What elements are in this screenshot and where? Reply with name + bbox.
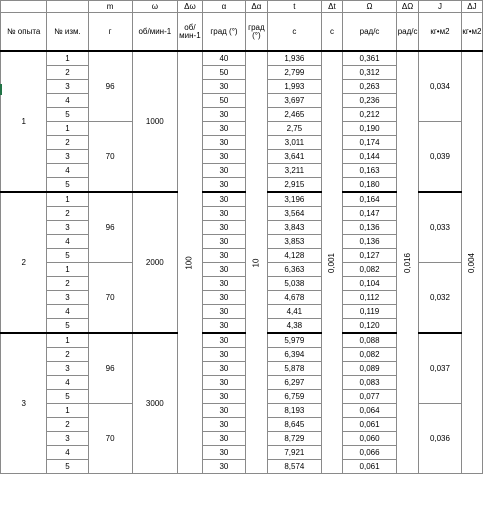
measurement-number-cell: 4	[47, 235, 88, 249]
Omega-cell: 0,127	[342, 249, 396, 263]
d-t-cell	[321, 51, 342, 474]
mass-cell: 96	[88, 333, 132, 404]
time-cell: 5,038	[267, 277, 321, 291]
Omega-cell: 0,163	[342, 164, 396, 178]
header-d-Omega: ΔΩ	[397, 1, 419, 13]
J-cell: 0,033	[419, 192, 462, 263]
alpha-cell: 30	[202, 150, 245, 164]
alpha-cell: 30	[202, 319, 245, 334]
alpha-cell: 30	[202, 460, 245, 474]
alpha-cell: 30	[202, 376, 245, 390]
Omega-cell: 0,174	[342, 136, 396, 150]
alpha-cell: 30	[202, 305, 245, 319]
time-cell: 3,697	[267, 94, 321, 108]
alpha-cell: 50	[202, 94, 245, 108]
measurement-number-cell: 2	[47, 418, 88, 432]
header-J: J	[419, 1, 462, 13]
Omega-cell: 0,061	[342, 418, 396, 432]
omega-cell: 1000	[132, 51, 177, 192]
alpha-cell: 30	[202, 249, 245, 263]
alpha-cell: 30	[202, 207, 245, 221]
Omega-cell: 0,112	[342, 291, 396, 305]
time-cell: 5,979	[267, 333, 321, 348]
Omega-cell: 0,060	[342, 432, 396, 446]
header-measurement-no: № изм.	[47, 13, 88, 52]
mass-cell: 70	[88, 122, 132, 193]
time-cell: 6,363	[267, 263, 321, 277]
header-d-t-unit: с	[321, 13, 342, 52]
header-d-omega-unit: об/мин-1	[178, 13, 203, 52]
J-cell: 0,036	[419, 404, 462, 474]
measurement-number-cell: 5	[47, 319, 88, 334]
J-cell: 0,034	[419, 51, 462, 122]
omega-cell: 2000	[132, 192, 177, 333]
time-cell: 3,211	[267, 164, 321, 178]
alpha-cell: 30	[202, 432, 245, 446]
header-alpha: α	[202, 1, 245, 13]
header-cell-empty-2	[47, 1, 88, 13]
measurement-number-cell: 2	[47, 277, 88, 291]
time-cell: 3,564	[267, 207, 321, 221]
J-cell: 0,039	[419, 122, 462, 193]
measurement-number-cell: 2	[47, 136, 88, 150]
time-cell: 6,297	[267, 376, 321, 390]
alpha-cell: 30	[202, 164, 245, 178]
measurement-number-cell: 1	[47, 51, 88, 66]
measurement-number-cell: 2	[47, 207, 88, 221]
alpha-cell: 30	[202, 348, 245, 362]
measurement-number-cell: 3	[47, 291, 88, 305]
omega-cell: 3000	[132, 333, 177, 474]
Omega-cell: 0,136	[342, 221, 396, 235]
measurement-number-cell: 3	[47, 150, 88, 164]
alpha-cell: 30	[202, 277, 245, 291]
mass-cell: 70	[88, 404, 132, 474]
Omega-cell: 0,089	[342, 362, 396, 376]
measurement-number-cell: 2	[47, 66, 88, 80]
header-Omega-unit: рад/с	[342, 13, 396, 52]
Omega-cell: 0,082	[342, 263, 396, 277]
Omega-cell: 0,312	[342, 66, 396, 80]
alpha-cell: 30	[202, 178, 245, 193]
measurement-number-cell: 5	[47, 108, 88, 122]
header-Omega: Ω	[342, 1, 396, 13]
time-cell: 3,196	[267, 192, 321, 207]
measurement-number-cell: 1	[47, 263, 88, 277]
time-cell: 5,878	[267, 362, 321, 376]
Omega-cell: 0,064	[342, 404, 396, 418]
Omega-cell: 0,190	[342, 122, 396, 136]
d-t-cell-text: 0,001	[326, 252, 336, 273]
measurement-number-cell: 4	[47, 376, 88, 390]
alpha-cell: 30	[202, 390, 245, 404]
time-cell: 4,41	[267, 305, 321, 319]
measurement-number-cell: 1	[47, 122, 88, 136]
header-omega-unit: об/мин-1	[132, 13, 177, 52]
time-cell: 7,921	[267, 446, 321, 460]
mass-cell: 70	[88, 263, 132, 334]
measurement-number-cell: 1	[47, 192, 88, 207]
time-cell: 1,993	[267, 80, 321, 94]
alpha-cell: 30	[202, 136, 245, 150]
alpha-cell: 30	[202, 122, 245, 136]
time-cell: 8,193	[267, 404, 321, 418]
measurement-number-cell: 4	[47, 164, 88, 178]
time-cell: 2,799	[267, 66, 321, 80]
alpha-cell: 30	[202, 362, 245, 376]
Omega-cell: 0,104	[342, 277, 396, 291]
alpha-cell: 30	[202, 192, 245, 207]
Omega-cell: 0,136	[342, 235, 396, 249]
time-cell: 2,465	[267, 108, 321, 122]
time-cell: 2,915	[267, 178, 321, 193]
time-cell: 1,936	[267, 51, 321, 66]
header-d-J-unit: кг•м2	[461, 13, 482, 52]
measurement-number-cell: 5	[47, 249, 88, 263]
time-cell: 6,759	[267, 390, 321, 404]
alpha-cell: 30	[202, 221, 245, 235]
d-omega-cell	[178, 51, 203, 474]
time-cell: 6,394	[267, 348, 321, 362]
time-cell: 3,641	[267, 150, 321, 164]
Omega-cell: 0,061	[342, 460, 396, 474]
Omega-cell: 0,088	[342, 333, 396, 348]
header-omega: ω	[132, 1, 177, 13]
d-alpha-cell-text: 10	[251, 258, 261, 267]
time-cell: 8,574	[267, 460, 321, 474]
measurement-number-cell: 3	[47, 432, 88, 446]
J-cell: 0,032	[419, 263, 462, 334]
time-cell: 3,843	[267, 221, 321, 235]
experiment-number-cell: 3	[1, 333, 47, 474]
Omega-cell: 0,119	[342, 305, 396, 319]
header-experiment-no: № опыта	[1, 13, 47, 52]
row-selection-marker	[0, 84, 2, 95]
experiment-number-cell: 1	[1, 51, 47, 192]
alpha-cell: 30	[202, 80, 245, 94]
header-m: m	[88, 1, 132, 13]
alpha-cell: 30	[202, 333, 245, 348]
header-d-J: ΔJ	[461, 1, 482, 13]
time-cell: 4,678	[267, 291, 321, 305]
measurement-number-cell: 3	[47, 362, 88, 376]
Omega-cell: 0,066	[342, 446, 396, 460]
header-t-unit: с	[267, 13, 321, 52]
time-cell: 2,75	[267, 122, 321, 136]
Omega-cell: 0,120	[342, 319, 396, 334]
alpha-cell: 30	[202, 418, 245, 432]
header-alpha-unit: град (°)	[202, 13, 245, 52]
mass-cell: 96	[88, 51, 132, 122]
header-row-1	[1, 1, 483, 13]
measurement-number-cell: 4	[47, 94, 88, 108]
alpha-cell: 30	[202, 404, 245, 418]
Omega-cell: 0,180	[342, 178, 396, 193]
J-cell: 0,037	[419, 333, 462, 404]
time-cell: 8,729	[267, 432, 321, 446]
time-cell: 4,38	[267, 319, 321, 334]
d-alpha-cell	[246, 51, 268, 474]
experiment-number-cell: 2	[1, 192, 47, 333]
header-cell-empty-1	[1, 1, 47, 13]
measurement-number-cell: 2	[47, 348, 88, 362]
Omega-cell: 0,164	[342, 192, 396, 207]
alpha-cell: 30	[202, 108, 245, 122]
Omega-cell: 0,212	[342, 108, 396, 122]
d-J-cell	[461, 51, 482, 474]
header-d-t: Δt	[321, 1, 342, 13]
alpha-cell: 30	[202, 263, 245, 277]
d-omega-cell-text: 100	[184, 255, 194, 270]
Omega-cell: 0,083	[342, 376, 396, 390]
Omega-cell: 0,144	[342, 150, 396, 164]
alpha-cell: 30	[202, 235, 245, 249]
header-d-omega: Δω	[178, 1, 203, 13]
table-row	[1, 51, 483, 66]
Omega-cell: 0,361	[342, 51, 396, 66]
Omega-cell: 0,077	[342, 390, 396, 404]
alpha-cell: 50	[202, 66, 245, 80]
time-cell: 3,853	[267, 235, 321, 249]
measurement-number-cell: 1	[47, 404, 88, 418]
alpha-cell: 30	[202, 291, 245, 305]
time-cell: 4,128	[267, 249, 321, 263]
alpha-cell: 30	[202, 446, 245, 460]
header-d-alpha: Δα	[246, 1, 268, 13]
d-J-cell-text: 0,004	[466, 252, 476, 273]
measurement-number-cell: 3	[47, 221, 88, 235]
time-cell: 3,011	[267, 136, 321, 150]
header-t: t	[267, 1, 321, 13]
measurement-number-cell: 4	[47, 305, 88, 319]
measurement-number-cell: 5	[47, 390, 88, 404]
time-cell: 8,645	[267, 418, 321, 432]
measurement-number-cell: 4	[47, 446, 88, 460]
d-Omega-cell	[397, 51, 419, 474]
header-d-alpha-unit: град (°)	[246, 13, 268, 52]
alpha-cell: 40	[202, 51, 245, 66]
measurement-number-cell: 5	[47, 460, 88, 474]
header-m-unit: г	[88, 13, 132, 52]
d-Omega-cell-text: 0,016	[402, 252, 412, 273]
Omega-cell: 0,082	[342, 348, 396, 362]
header-row-2	[1, 13, 483, 52]
Omega-cell: 0,263	[342, 80, 396, 94]
header-J-unit: кг•м2	[419, 13, 462, 52]
mass-cell: 96	[88, 192, 132, 263]
Omega-cell: 0,236	[342, 94, 396, 108]
measurement-number-cell: 1	[47, 333, 88, 348]
measurement-number-cell: 3	[47, 80, 88, 94]
header-d-Omega-unit: рад/с	[397, 13, 419, 52]
Omega-cell: 0,147	[342, 207, 396, 221]
measurement-number-cell: 5	[47, 178, 88, 193]
